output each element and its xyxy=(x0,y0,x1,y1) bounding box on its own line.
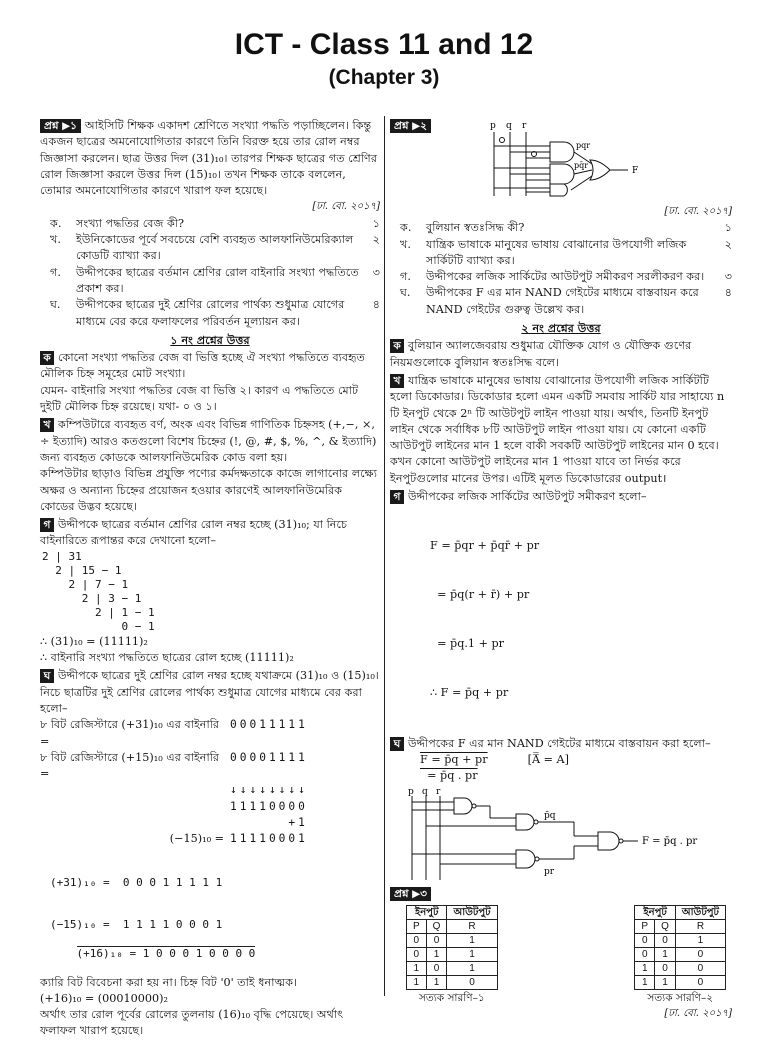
a2-heading: ২ নং প্রশ্নের উত্তর xyxy=(521,321,601,336)
sum-row: (+16)₁₀ = 1 0 0 0 1 0 0 0 0 xyxy=(76,946,256,960)
q1-tag: প্রশ্ন ▶১ xyxy=(40,119,81,133)
nand-rule: [A̿ = A] xyxy=(527,752,569,766)
binary-rows xyxy=(40,717,380,847)
q2-part-gha: ঘ. উদ্দীপকের F এর মান NAND গেইটের মাধ্যমে বাস্তবায়ন করে NAND গেইটের গুরুত্ব উল্লেখ কর। ৪ xyxy=(400,286,732,316)
nand-output-label: F = p̄q . pr xyxy=(642,836,698,848)
a2-kha: খ যান্ত্রিক ভাষাকে মানুষের ভাষায় বোঝানোর উপযোগী লজিক সার্কিটটি হলো ডিকোডার। ডিকোডার হলো এমন একটি সমবায় সার্কিট যার সাহায্যে n টি ইনপুট থেকে 2ⁿ টি আউটপুট লাইন পাওয়া যায়। অর্থাৎ, তিনটি ইনপুট লাইন থেকে সর্বাধিক ৮টি আউটপুট লাইন পাওয়া যায়। যে কোনো একটি আউটপুট লাইনের মান 1 হলে বাকী সবকটি আউটপুট লাইনের মান 0 হবে। কখন কোনো আউটপুট লাইনের মান 1 পাওয়া যাবে তা নির্ভর করে ইনপুটগুলোর মানের উপর। এটিই মূলত ডিকোডারের output। xyxy=(390,373,725,485)
binary-row: (−15)₁₀ = 11110001 xyxy=(169,832,308,846)
nand-label: pr xyxy=(544,867,555,878)
table-row: 1 1 0 xyxy=(635,975,726,989)
a1-ka-2: যেমন- বাইনারি সংখ্যা পদ্ধতির বেজ বা ভিত্তি ২। কারণ এ পদ্ধতিতে মোট দুইটি মৌলিক চিহ্ন রয়েছে। যথা- ০ ও ১। xyxy=(40,383,359,414)
division-row: 2 | 1 − 1 xyxy=(42,605,155,619)
circuit-label: r xyxy=(522,121,527,131)
q2-part-ka: ক. বুলিয়ান স্বতঃসিদ্ধ কী? ১ xyxy=(400,221,732,235)
a1-kha-2: কম্পিউটার ছাড়াও বিভিন্ন প্রযুক্তি পণ্যের কর্মদক্ষতাকে কাজে লাগানোর লক্ষ্যে অক্ষর ও অন্যান্য চিহ্নের প্রয়োজন হওয়ার কারণেই আলফানিউমেরিক কোডের উদ্ভব হয়েছে। xyxy=(40,467,377,513)
a1-gha: ঘ উদ্দীপকে ছাত্রের দুই শ্রেণির রোল নম্বর হচ্ছে যথাক্রমে (31)₁₀ ও (15)₁₀। xyxy=(40,668,380,684)
table-row: 0 1 1 xyxy=(407,947,498,961)
equation-line: = p̄q(r + r̄) + pr xyxy=(430,587,530,601)
a1-ga: গ উদ্দীপকে ছাত্রের বর্তমান শ্রেণির রোল নম্বর হচ্ছে (31)₁₀; যা নিচে বাইনারিতে রূপান্তর করে দেখানো হলো– xyxy=(40,518,348,548)
table-row: 1 0 0 xyxy=(635,961,726,975)
division-row: 2 | 3 − 1 xyxy=(42,591,142,605)
column-divider xyxy=(384,116,385,996)
a1-ga-result-2: ∴ বাইনারি সংখ্যা পদ্ধতিতে ছাত্রের রোল হচ্ছে (11111)₂ xyxy=(40,651,294,665)
nand-circuit-diagram xyxy=(398,784,698,884)
a2-ka: ক বুলিয়ান অ্যালজেবরায় শুধুমাত্র যৌক্তিক যোগ ও যৌক্তিক গুণের নিয়মগুলোকে বুলিয়ান স্বতঃসিদ্ধ বলে। xyxy=(390,339,692,369)
sum-row: (−15)₁₀ = 1 1 1 1 0 0 0 1 xyxy=(50,917,223,931)
a1-ka: ক কোনো সংখ্যা পদ্ধতির বেজ বা ভিত্তি হচ্ছে ঐ সংখ্যা পদ্ধতিতে ব্যবহৃত মৌলিক চিহ্ন সমূহের মোট সংখ্যা। xyxy=(40,351,365,381)
nand-equation-row xyxy=(390,752,732,768)
table-row: 0 1 0 xyxy=(635,947,726,961)
q1-board: [ঢা. বো. ২০১৭] xyxy=(312,201,380,213)
truth-tables xyxy=(390,903,732,1006)
binary-row: ৮ বিট রেজিস্টারে (+31)₁₀ এর বাইনারি = 00011111 xyxy=(40,718,308,748)
a1-ga-result-1: ∴ (31)₁₀ = (11111)₂ xyxy=(40,634,148,648)
nand-label: q xyxy=(422,787,428,798)
binary-row: ৮ বিট রেজিস্টারে (+15)₁₀ এর বাইনারি = 00001111 xyxy=(40,750,308,781)
circuit-label: p xyxy=(490,121,496,131)
equation-line: F = p̄qr + p̄qr̄ + pr xyxy=(430,538,540,552)
right-column xyxy=(390,118,732,1022)
q1-part-ka: ক. সংখ্যা পদ্ধতির বেজ কী? ১ xyxy=(50,216,380,230)
table-row: 0 0 1 xyxy=(635,933,726,947)
truth-table-1: ইনপুট আউটপুট P Q R 0 0 1 0 1 1 1 0 1 1 1 0 সত্যক সারণি–১ xyxy=(406,905,498,1006)
division-row: 2 | 7 − 1 xyxy=(42,577,129,591)
q3-header xyxy=(390,886,732,902)
page-title: ICT - Class 11 and 12 xyxy=(234,28,534,61)
division-row: 2 | 15 − 1 xyxy=(42,563,122,577)
binary-row: 11110000 xyxy=(230,799,308,813)
a1-gha-2: নিচে ছাত্রটির দুই শ্রেণির রোলের পার্থক্য শুধুমাত্র যোগের মাধ্যমে বের করা হলো– xyxy=(40,685,362,715)
q3-tag: প্রশ্ন ▶৩ xyxy=(390,887,431,901)
truth-table-caption: সত্যক সারণি–১ xyxy=(418,991,485,1004)
division-row: 2 | 31 xyxy=(42,549,82,563)
a1-gha-result-1: ক্যারি বিট বিবেচনা করা হয় না। চিহ্ন বিট '0' তাই ধনাত্মক। xyxy=(40,975,298,989)
q2-part-ga: গ. উদ্দীপকের লজিক সার্কিটের আউটপুট সমীকরণ সরলীকরণ কর। ৩ xyxy=(400,270,732,284)
division-steps xyxy=(42,550,380,634)
equation-line: ∴ F = p̄q + pr xyxy=(430,685,509,699)
a1-kha: খ কম্পিউটারে ব্যবহৃত বর্ণ, অংক এবং বিভিন্ন গাণিতিক চিহ্নসহ (+,−, ×, ÷ ইত্যাদি) আরও কতগুলো বিশেষ চিহ্নের (!, @, #, $, %, ^, & ইত্যাদি) জন্য ব্যবহৃত কোডকে আলফানিউমেরিক কোড বলা হয়। xyxy=(40,418,377,464)
a2-ga: গ উদ্দীপকের লজিক সার্কিটের আউটপুট সমীকরণ হলো– xyxy=(390,489,732,505)
q2-tag: প্রশ্ন ▶২ xyxy=(390,119,431,133)
circuit-label: F xyxy=(632,166,639,176)
q1-stem: প্রশ্ন ▶১ আইসিটি শিক্ষক একাদশ শ্রেণিতে সংখ্যা পদ্ধতি পড়াচ্ছিলেন। কিন্তু একজন ছাত্রের অমনোযোগিতার কারণে তিনি বিরক্ত হয়ে তার রোল নম্বর জিজ্ঞাসা করলেন। ছাত্র উত্তর দিল (31)₁₀। তারপর শিক্ষক ছাত্রের গত শ্রেণির রোল জিজ্ঞাসা করলে উত্তর দিল (15)₁₀। তখন শিক্ষক তাকে বললেন, তোমার অমনোযোগিতার কারণে খারাপ ফল হয়েছে। xyxy=(40,119,377,198)
circuit-label: q xyxy=(506,121,512,131)
truth-table-2: ইনপুট আউটপুট P Q R 0 0 1 0 1 0 1 0 0 1 1 0 সত্যক সারণি–২ xyxy=(634,905,726,1006)
nand-label: p̄q xyxy=(544,811,556,822)
division-row: 0 − 1 xyxy=(42,619,155,633)
q2-part-kha: খ. যান্ত্রিক ভাষাকে মানুষের ভাষায় বোঝানোর উপযোগী লজিক সার্কিটটি ব্যাখ্যা কর। ২ xyxy=(400,237,732,267)
page-subtitle: (Chapter 3) xyxy=(328,66,440,89)
a2-equations xyxy=(390,505,732,733)
a1-heading: ১ নং প্রশ্নের উত্তর xyxy=(170,332,250,347)
a1-gha-result-3: অর্থাৎ তার রোল পূর্বের রোলের তুলনায় (16)₁₀ বৃদ্ধি পেয়েছে। অর্থাৎ ফলাফল খারাপ হয়েছে। xyxy=(40,1008,344,1038)
nand-equation: F = p̄q + pr xyxy=(420,752,488,766)
q2-header xyxy=(390,118,732,204)
truth-table-caption: সত্যক সারণি–২ xyxy=(647,991,714,1004)
nand-label: p xyxy=(408,787,414,798)
binary-row: +1 xyxy=(230,815,308,829)
a1-gha-result-2: (+16)₁₀ = (00010000)₂ xyxy=(40,991,168,1005)
nand-label: r xyxy=(436,787,441,798)
equation-line: = p̄q.1 + pr xyxy=(430,636,505,650)
sum-row: (+31)₁₀ = 0 0 0 1 1 1 1 1 xyxy=(50,875,223,889)
table-row: 1 1 0 xyxy=(407,975,498,989)
q1-part-ga: গ. উদ্দীপকের ছাত্রের বর্তমান শ্রেণির রোল বাইনারি সংখ্যা পদ্ধতিতে প্রকাশ কর। ৩ xyxy=(50,265,380,295)
sum-rows xyxy=(40,848,380,975)
nand-equation-2: = p̄q . pr xyxy=(420,769,478,783)
q2-circuit-diagram xyxy=(480,118,660,198)
q1-part-gha: ঘ. উদ্দীপকের ছাত্রের দুই শ্রেণির রোলের পার্থক্য শুধুমাত্র যোগের মাধ্যমে বের করে ফলাফলের পরিবর্তন মূল্যায়ন কর। ৪ xyxy=(50,298,380,328)
binary-row: ↓↓↓↓↓↓↓↓ xyxy=(230,783,308,797)
q1-part-kha: খ. ইউনিকোডের পূর্বে সবচেয়ে বেশি ব্যবহৃত আলফানিউমেরিক্যাল কোডটি ব্যাখ্যা কর। ২ xyxy=(50,233,380,263)
q2-board: [ঢা. বো. ২০১৭] xyxy=(664,206,732,217)
left-column xyxy=(40,118,380,1040)
circuit-label: pq̄r xyxy=(574,161,589,170)
table-row: 1 0 1 xyxy=(407,961,498,975)
table-row: 0 0 1 xyxy=(407,933,498,947)
q3-board: [ঢা. বো. ২০১৭] xyxy=(664,1007,732,1019)
a2-gha: ঘ উদ্দীপকের F এর মান NAND গেইটের মাধ্যমে বাস্তবায়ন করা হলো– xyxy=(390,736,732,752)
circuit-label: pqr xyxy=(576,141,591,150)
